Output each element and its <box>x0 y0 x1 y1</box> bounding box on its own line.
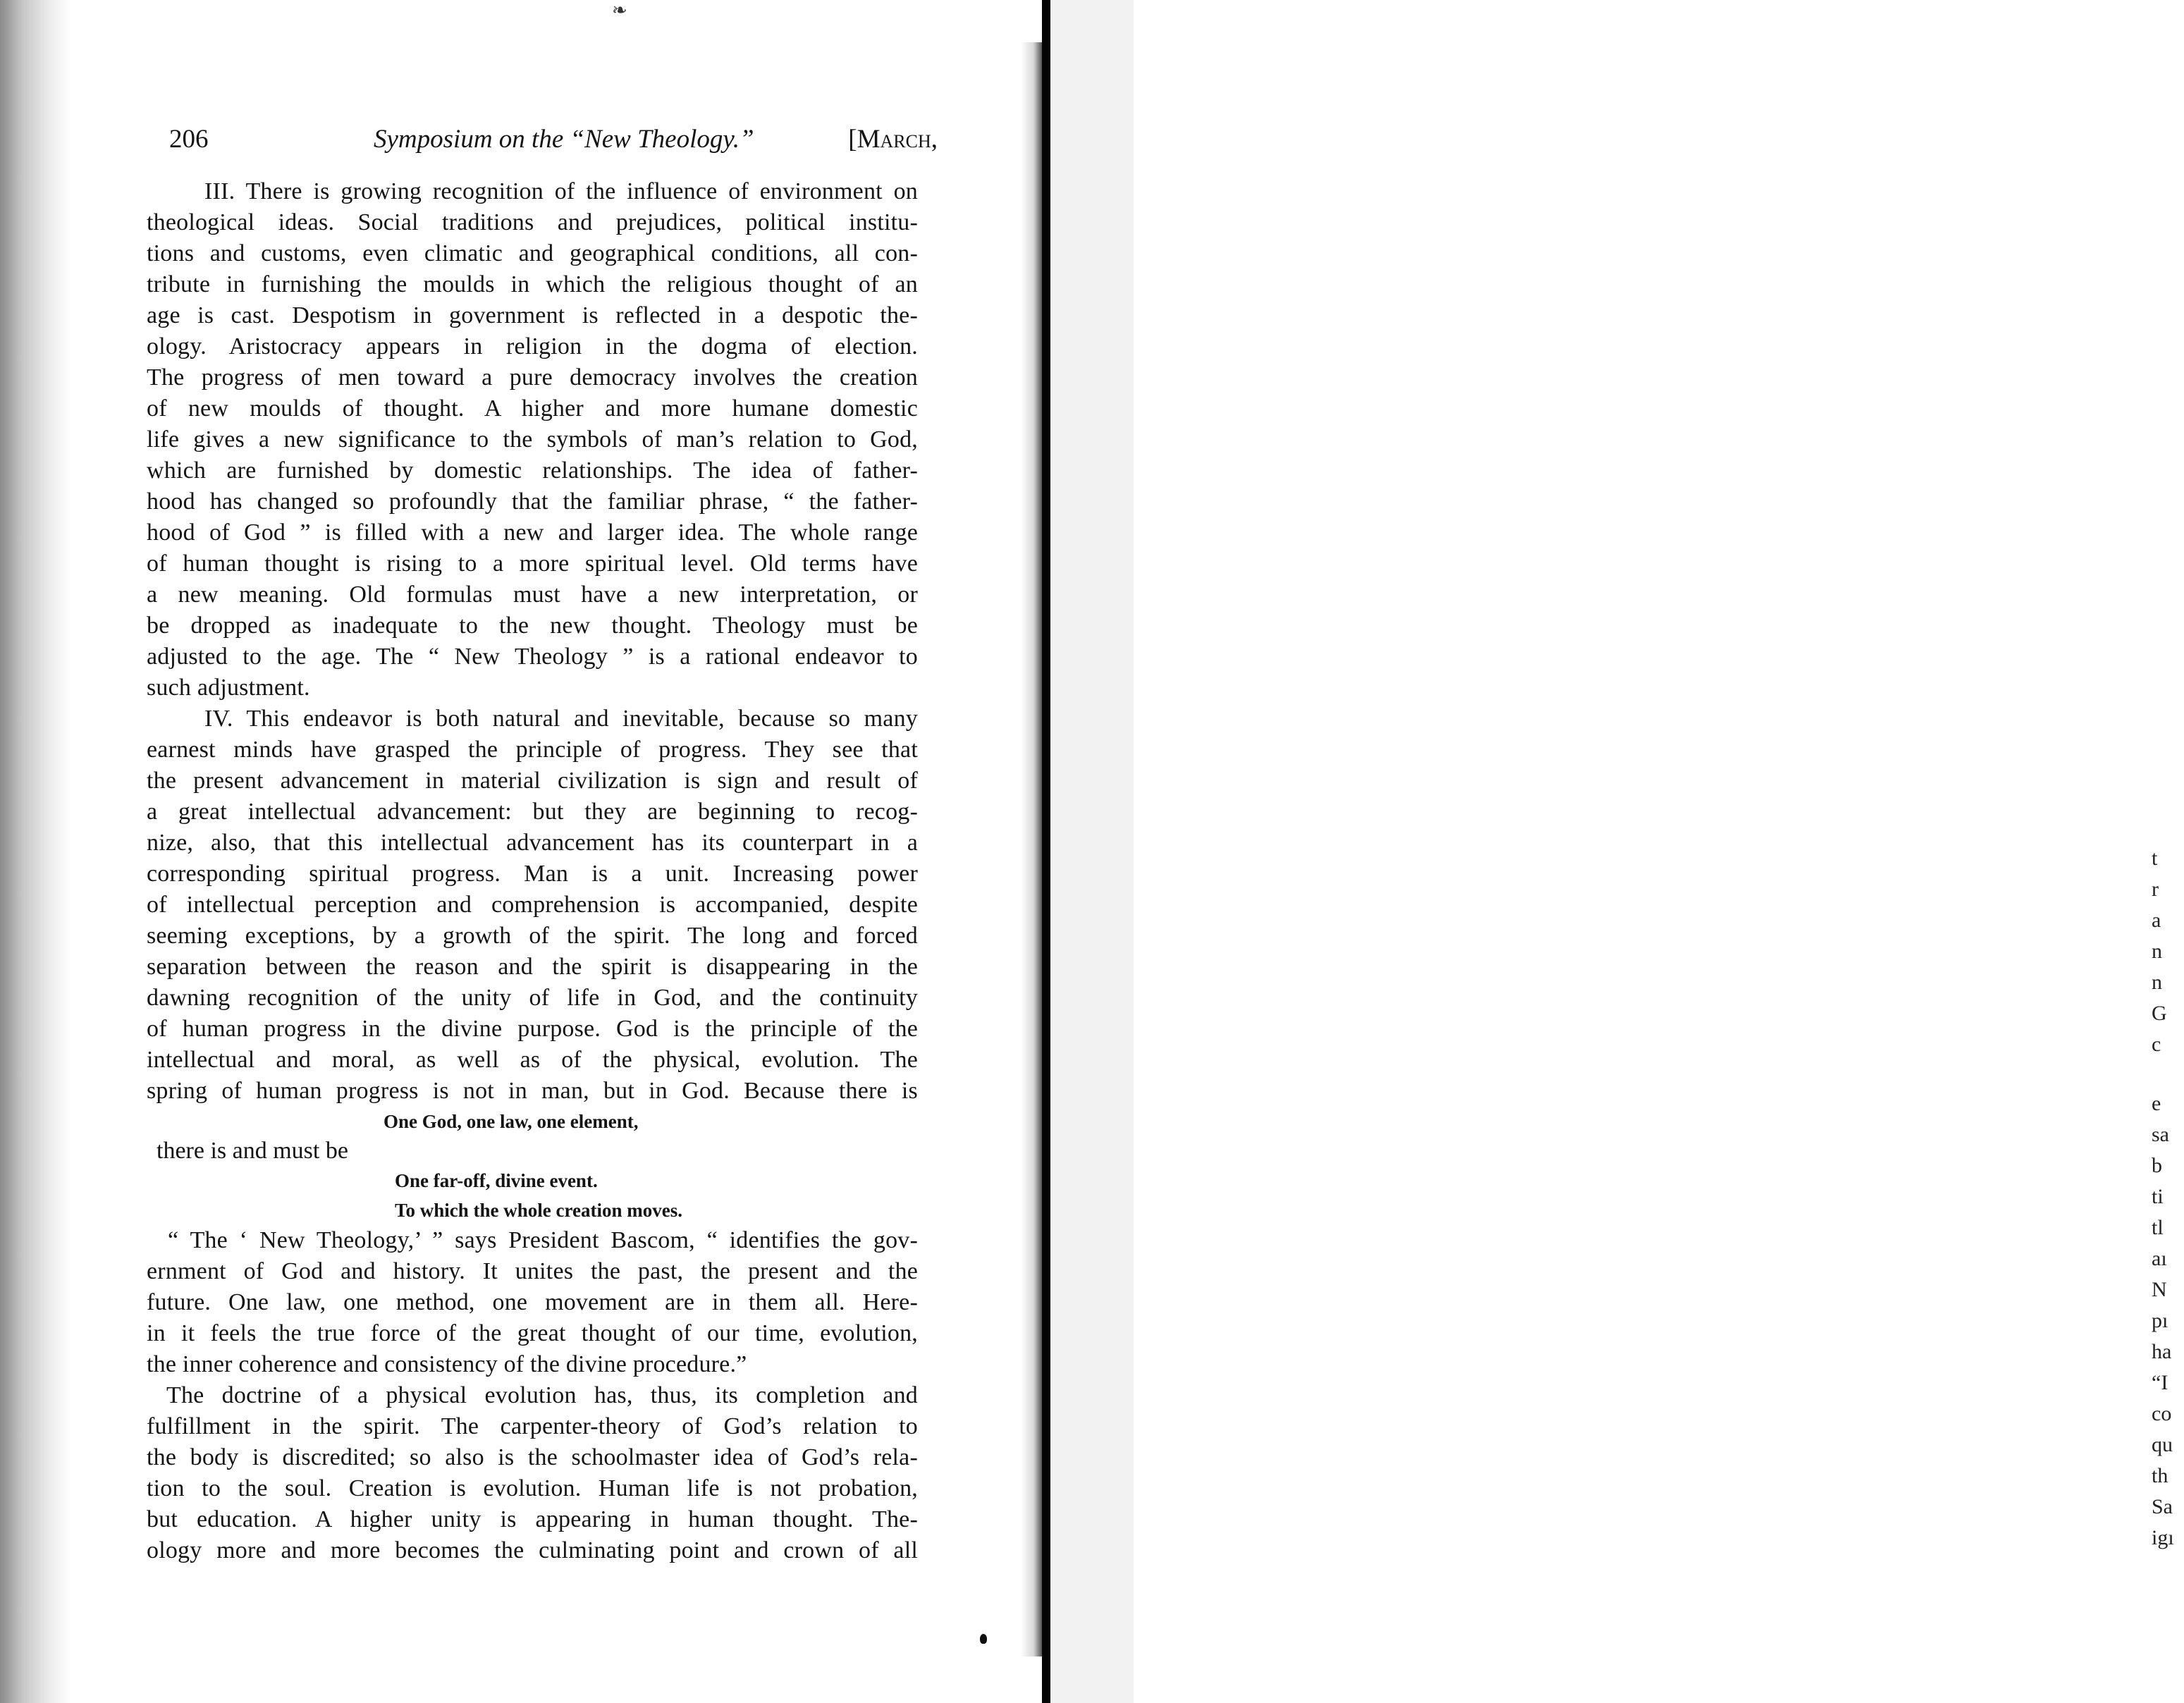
text-line: a new meaning. Old formulas must have a new interpretation, or <box>147 582 918 608</box>
text-line: nize, also, that this intellectual advancement has its counterpart in a <box>147 830 918 856</box>
fragment: aı <box>2152 1247 2167 1270</box>
text-line: hood has changed so profoundly that the familiar phrase, “ the father- <box>147 488 918 515</box>
gutter-band <box>1042 0 1050 1703</box>
text-line: future. One law, one method, one movement are in them all. Here- <box>147 1289 918 1315</box>
text-line: The progress of men toward a pure democracy involves the creation <box>147 364 918 391</box>
fragment: sa <box>2152 1123 2169 1146</box>
running-title: Symposium on the “New Theology.” <box>374 125 754 154</box>
text-line: ology. Aristocracy appears in religion in the dogma of election. <box>147 333 918 359</box>
text-line: fulfillment in the spirit. The carpenter-theory of God’s relation to <box>147 1413 918 1439</box>
ink-spot-icon <box>980 1634 987 1644</box>
fragment: t <box>2152 847 2158 870</box>
fragment: a <box>2152 909 2161 932</box>
verse-line: One God, one law, one element, <box>384 1111 639 1132</box>
text-line: such adjustment. <box>147 675 310 701</box>
fragment: n <box>2152 971 2162 994</box>
facing-page <box>1050 0 2174 1703</box>
fragment: tl <box>2152 1216 2164 1239</box>
text-line: of intellectual perception and comprehension is accompanied, despite <box>147 892 918 918</box>
text-line: the inner coherence and consistency of the divine procedure.” <box>147 1351 747 1377</box>
fragment: G <box>2152 1002 2167 1025</box>
text-line: seeming exceptions, by a growth of the spirit. The long and forced <box>147 923 918 949</box>
fragment: b <box>2152 1154 2162 1177</box>
verse-quote <box>147 1107 918 1225</box>
paragraph-iv <box>147 703 918 1107</box>
text-line: there is and must be <box>157 1138 348 1164</box>
text-line: intellectual and moral, as well as of the physical, evolution. The <box>147 1047 918 1073</box>
text-line: the body is discredited; so also is the schoolmaster idea of God’s rela- <box>147 1444 918 1470</box>
text-line: hood of God ” is filled with a new and larger idea. The whole range <box>147 519 918 546</box>
running-header <box>169 124 938 166</box>
text-line: which are furnished by domestic relationships. The idea of father- <box>147 457 918 484</box>
fragment: th <box>2152 1464 2168 1487</box>
text-line: tion to the soul. Creation is evolution. Human life is not probation, <box>147 1475 918 1501</box>
text-line: IV. This endeavor is both natural and inevitable, because so many <box>204 706 918 732</box>
text-line: but education. A higher unity is appearing in human thought. The- <box>147 1506 918 1532</box>
fragment: qu <box>2152 1433 2173 1456</box>
fragment: ha <box>2152 1340 2172 1363</box>
text-line: tions and customs, even climatic and geographical conditions, all con- <box>147 240 918 266</box>
fragment: n <box>2152 940 2162 963</box>
fragment: ti <box>2152 1185 2164 1208</box>
fragment: “I <box>2152 1371 2168 1394</box>
text-line: of human progress in the divine purpose. God is the principle of the <box>147 1016 918 1042</box>
fragment: co <box>2152 1402 2172 1425</box>
text-line: of new moulds of thought. A higher and more humane domestic <box>147 395 918 422</box>
text-line: The doctrine of a physical evolution has, thus, its completion and <box>166 1382 918 1408</box>
text-line: theological ideas. Social traditions and prejudices, political institu- <box>147 209 918 235</box>
page-number: 206 <box>169 125 209 154</box>
page-edge-shadow <box>1021 42 1042 1656</box>
text-line: age is cast. Despotism in government is reflected in a despotic the- <box>147 302 918 328</box>
fragment: Sa <box>2152 1495 2173 1518</box>
facing-page-fragments <box>2152 843 2184 1554</box>
text-line: tribute in furnishing the moulds in which the religious thought of an <box>147 271 918 297</box>
fragment: c <box>2152 1033 2161 1056</box>
text-line: ology more and more becomes the culminating point and crown of all <box>147 1537 918 1563</box>
text-line: “ The ‘ New Theology,’ ” says President Bascom, “ identifies the gov- <box>168 1227 918 1253</box>
text-line: earnest minds have grasped the principle of progress. They see that <box>147 737 918 763</box>
ink-mark-icon: ❧ <box>612 0 627 20</box>
paragraph-final <box>147 1380 918 1566</box>
running-date: [March, <box>848 125 938 154</box>
text-line: corresponding spiritual progress. Man is a unit. Increasing power <box>147 861 918 887</box>
verse-line: To which the whole creation moves. <box>395 1200 682 1221</box>
text-line: in it feels the true force of the great thought of our time, evolution, <box>147 1320 918 1346</box>
paragraph-iii <box>147 176 918 703</box>
page-body <box>147 176 918 1566</box>
binding-shadow <box>0 0 70 1703</box>
text-line: life gives a new significance to the symbols of man’s relation to God, <box>147 426 918 453</box>
text-line: spring of human progress is not in man, but in God. Because there is <box>147 1078 918 1104</box>
text-line: ernment of God and history. It unites the past, the present and the <box>147 1258 918 1284</box>
text-line: III. There is growing recognition of the influence of environment on <box>204 178 918 204</box>
text-line: be dropped as inadequate to the new thought. Theology must be <box>147 613 918 639</box>
fragment: igı <box>2152 1526 2174 1549</box>
text-line: dawning recognition of the unity of life in God, and the continuity <box>147 985 918 1011</box>
text-line: adjusted to the age. The “ New Theology ” is a rational endeavor to <box>147 644 918 670</box>
verse-line: One far-off, divine event. <box>395 1170 598 1191</box>
text-line: of human thought is rising to a more spiritual level. Old terms have <box>147 551 918 577</box>
fragment: pı <box>2152 1309 2168 1332</box>
fragment: N <box>2152 1278 2167 1301</box>
text-line: the present advancement in material civilization is sign and result of <box>147 768 918 794</box>
fragment: e <box>2152 1092 2161 1115</box>
paragraph-bascom-quote <box>147 1225 918 1380</box>
fragment: r <box>2152 878 2159 901</box>
text-line: a great intellectual advancement: but they are beginning to recog- <box>147 799 918 825</box>
text-line: separation between the reason and the spirit is disappearing in the <box>147 954 918 980</box>
